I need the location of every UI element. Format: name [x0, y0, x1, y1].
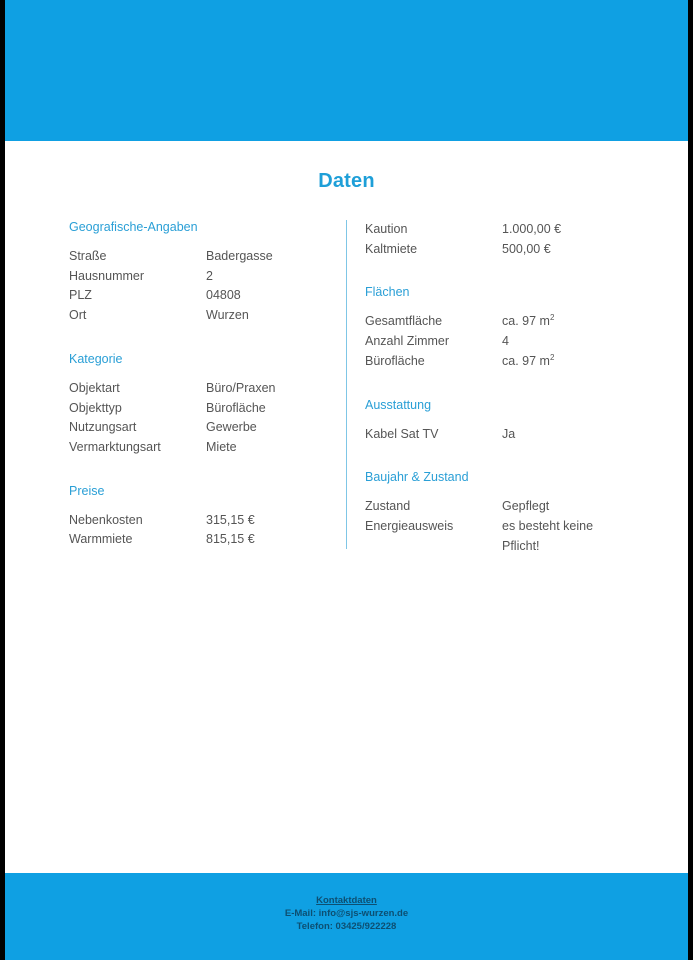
table-row — [69, 511, 329, 531]
row-value: Wurzen — [206, 308, 249, 323]
section-title: Baujahr & Zustand — [365, 470, 469, 485]
row-label: Hausnummer — [69, 268, 145, 283]
table-row-continuation — [365, 537, 665, 557]
table-row — [69, 399, 329, 419]
table-row — [69, 379, 329, 399]
row-value: Pflicht! — [502, 538, 540, 553]
table-row — [69, 306, 329, 326]
row-value: 315,15 € — [206, 512, 255, 527]
contact-heading: Kontaktdaten — [316, 895, 377, 906]
row-label: Nebenkosten — [69, 512, 143, 527]
section-ausstattung — [365, 398, 665, 445]
row-label: Nutzungsart — [69, 420, 137, 435]
table-row — [69, 247, 329, 267]
section-kategorie — [69, 352, 329, 458]
table-row — [365, 240, 665, 260]
row-label: Zustand — [365, 499, 411, 514]
expose-page — [5, 0, 688, 960]
row-value: 2 — [206, 268, 213, 283]
row-label: Kaution — [365, 222, 408, 236]
table-row — [365, 352, 665, 372]
row-label: Kaltmiete — [365, 241, 418, 256]
section-baujahr-zustand — [365, 470, 665, 556]
row-value: Ja — [502, 426, 516, 441]
left-column — [69, 220, 329, 576]
section-title: Kategorie — [69, 351, 123, 366]
table-row — [365, 332, 665, 352]
row-value: 1.000,00 € — [502, 222, 562, 236]
section-title: Flächen — [365, 285, 410, 300]
row-value: Büro/Praxen — [206, 380, 276, 395]
row-value: 4 — [502, 334, 509, 349]
row-label: Vermarktungsart — [69, 439, 161, 454]
row-label: PLZ — [69, 288, 92, 303]
row-label: Ort — [69, 308, 87, 323]
row-label: Warmmiete — [69, 532, 133, 547]
table-row — [365, 497, 665, 517]
table-row — [69, 530, 329, 550]
value-text: ca. 97 m — [502, 353, 550, 368]
row-label: Gesamtfläche — [365, 314, 443, 329]
row-label: Energieausweis — [365, 518, 454, 533]
table-row — [69, 267, 329, 287]
unit-superscript: 2 — [549, 313, 555, 323]
table-row — [365, 220, 665, 240]
section-flaechen — [365, 285, 665, 371]
row-value — [502, 352, 665, 372]
column-divider — [346, 220, 347, 549]
contact-block — [5, 894, 688, 933]
row-value: 815,15 € — [206, 532, 255, 547]
section-title: Ausstattung — [365, 397, 432, 412]
row-value: Bürofläche — [206, 400, 266, 415]
row-value: es besteht keine — [502, 518, 594, 533]
row-value: Badergasse — [206, 249, 273, 263]
section-kosten — [365, 220, 665, 259]
section-preise — [69, 484, 329, 550]
row-label: Kabel Sat TV — [365, 426, 439, 441]
value-text: ca. 97 m — [502, 314, 550, 329]
right-column — [365, 220, 665, 582]
contact-phone: Telefon: 03425/922228 — [296, 921, 397, 932]
contact-email: E-Mail: info@sjs-wurzen.de — [284, 908, 409, 919]
row-label: Straße — [69, 249, 107, 263]
header-band — [5, 0, 688, 141]
unit-superscript: 2 — [549, 352, 555, 362]
row-label-empty — [365, 537, 502, 557]
row-label: Bürofläche — [365, 353, 425, 368]
table-row — [69, 438, 329, 458]
section-title: Geografische-Angaben — [69, 220, 198, 234]
row-value — [502, 312, 665, 332]
table-row — [365, 312, 665, 332]
section-title: Preise — [69, 483, 105, 498]
row-value: Gewerbe — [206, 420, 257, 435]
section-geografische-angaben — [69, 220, 329, 326]
table-row — [365, 517, 665, 537]
row-value: Gepflegt — [502, 499, 550, 514]
page-title: Daten — [318, 170, 375, 192]
row-label: Objekttyp — [69, 400, 122, 415]
table-row — [365, 425, 665, 445]
row-label: Objektart — [69, 380, 120, 395]
row-label: Anzahl Zimmer — [365, 334, 450, 349]
row-value: 04808 — [206, 288, 241, 303]
row-value: Miete — [206, 439, 237, 454]
table-row — [69, 286, 329, 306]
table-row — [69, 418, 329, 438]
row-value: 500,00 € — [502, 241, 551, 256]
